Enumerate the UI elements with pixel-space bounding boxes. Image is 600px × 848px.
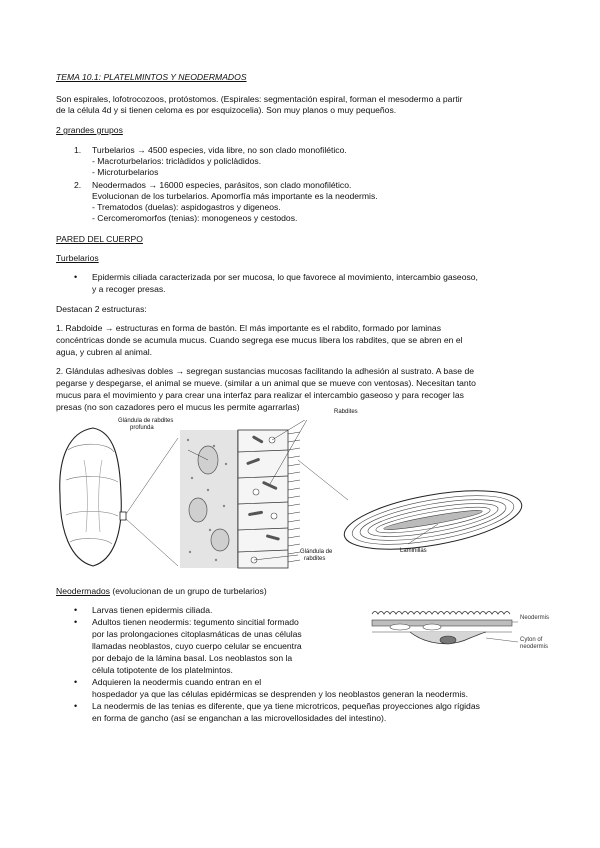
neo-heading: Neodermados [56,586,110,596]
neodermis-figure [370,608,530,658]
fig1-label-glandula-profunda-1: Glándula de rabdites [118,418,174,424]
bullet-dot: • [74,272,78,282]
neo-bullet2-line2: por las prolongaciones citoplasmáticas de unas células [92,629,302,639]
neo-bullet3-line2: hospedador ya que las células epidérmicas se desprenden y los neoblastos generan la neodermis. [92,689,468,699]
grupos-item2-line2: Evolucionan de los turbelarios. Apomorfía más importante es la neodermis. [92,191,378,201]
glandulas-line2: pegarse y despegarse, el animal se mueve. (similar a un animal que se mueve con ventosas). Necesitan tanto [56,378,476,388]
rabdoide-line1: 1. Rabdoide → estructuras en forma de bastón. El más importante es el rabdito, formado por laminas [56,323,442,333]
turbelarios-subheading: Turbelarios [56,253,99,263]
fig2-label-cyton-1: Cyton of [520,637,543,643]
grupos-item2-num: 2. [74,180,82,190]
fig1-label-rabdites: Rabdites [334,409,358,415]
intro-line-2: de la célula 4d y si tienen celoma es por esquizocelia). Son muy planos o muy pequeños. [56,105,397,115]
rabdoide-line3: agua, y cubren al animal. [56,347,153,357]
grupos-item1-line: Turbelarios → 4500 especies, vida libre, no son clado monofilético. [92,145,347,155]
grupos-item2-sub1: - Trematodos (duelas): aspidogastros y digeneos. [92,202,281,212]
grupos-item1-sub2: - Microturbelarios [92,167,159,177]
grupos-item1-num: 1. [74,145,82,155]
bullet-dot: • [74,617,78,627]
fig1-label-glandula-profunda-2: profunda [130,425,154,431]
fig1-label-laminillas: Laminillas [400,548,427,554]
grupos-item1-sub1: - Macroturbelarios: triclàdidos y policlàdidos. [92,156,262,166]
neo-heading-line [56,586,267,597]
neo-bullet2-line4: por debajo de la lámina basal. Los neoblastos son la [92,653,293,663]
neo-bullet2-line5: célula totipotente de los platelmintos. [92,665,233,675]
rabdoide-line2: concéntricas donde se acumula mucus. Cuando segrega ese mucus libera los rabdites, que se abren en el [56,335,463,345]
pared-bullet-line2: y a recoger presas. [92,284,166,294]
glandulas-line1: 2. Glándulas adhesivas dobles → segregan sustancias mucosas facilitando la adhesión al sustrato. A base de [56,366,475,376]
intro-line-1: Son espirales, lofotrocozoos, protóstomos. (Espirales: segmentación espiral, forman el mesodermo a partir [56,94,463,104]
fig2-label-neodermis: Neodermis [520,615,550,621]
grupos-heading: 2 grandes grupos [56,125,123,135]
fig1-label-glandula-1: Glándula de [300,549,333,555]
pared-heading: PARED DEL CUERPO [56,234,143,244]
turbelario-figure [48,420,548,570]
grupos-item2-line: Neodermados → 16000 especies, parásitos, son clado monofilético. [92,180,352,190]
grupos-item2-sub2: - Cercomeromorfos (tenias): monogeneos y cestodos. [92,213,298,223]
neo-bullet1: Larvas tienen epidermis ciliada. [92,605,213,615]
neo-heading-rest: (evolucionan de un grupo de turbelarios) [109,586,267,596]
neo-bullet3-line1: Adquieren la neodermis cuando entran en el [92,677,262,687]
fig1-label-glandula-2: rabdites [304,556,326,562]
bullet-dot: • [74,605,78,615]
bullet-dot: • [74,677,78,687]
glandulas-line3: mucus para el movimiento y para crear una interfaz para realizar el intercambio gaseoso y para recoger las [56,390,464,400]
fig2-label-cyton-2: neodermis [520,644,549,650]
bullet-dot: • [74,701,78,711]
neo-bullet4-line2: en forma de gancho (así se enganchan a las microvellosidades del intestino). [92,713,387,723]
neo-bullet4-line1: La neodermis de las tenias es diferente, que ya tiene microtricos, pequeñas proyecciones algo rígidas [92,701,480,711]
page-title: TEMA 10.1: PLATELMINTOS Y NEODERMADOS [56,72,247,82]
neo-bullet2-line3: llamadas neoblastos, cuyo cuerpo celular se encuentra [92,641,302,651]
neo-bullet2-line1: Adultos tienen neodermis: tegumento sincitial formado [92,617,299,627]
glandulas-line4: presas (no son cazadores pero el mucus les permite agarrarlas) [56,402,300,412]
destacan-text: Destacan 2 estructuras: [56,304,147,314]
pared-bullet-line1: Epidermis ciliada caracterizada por ser mucosa, lo que favorece al movimiento, intercambio gaseoso, [92,272,478,282]
